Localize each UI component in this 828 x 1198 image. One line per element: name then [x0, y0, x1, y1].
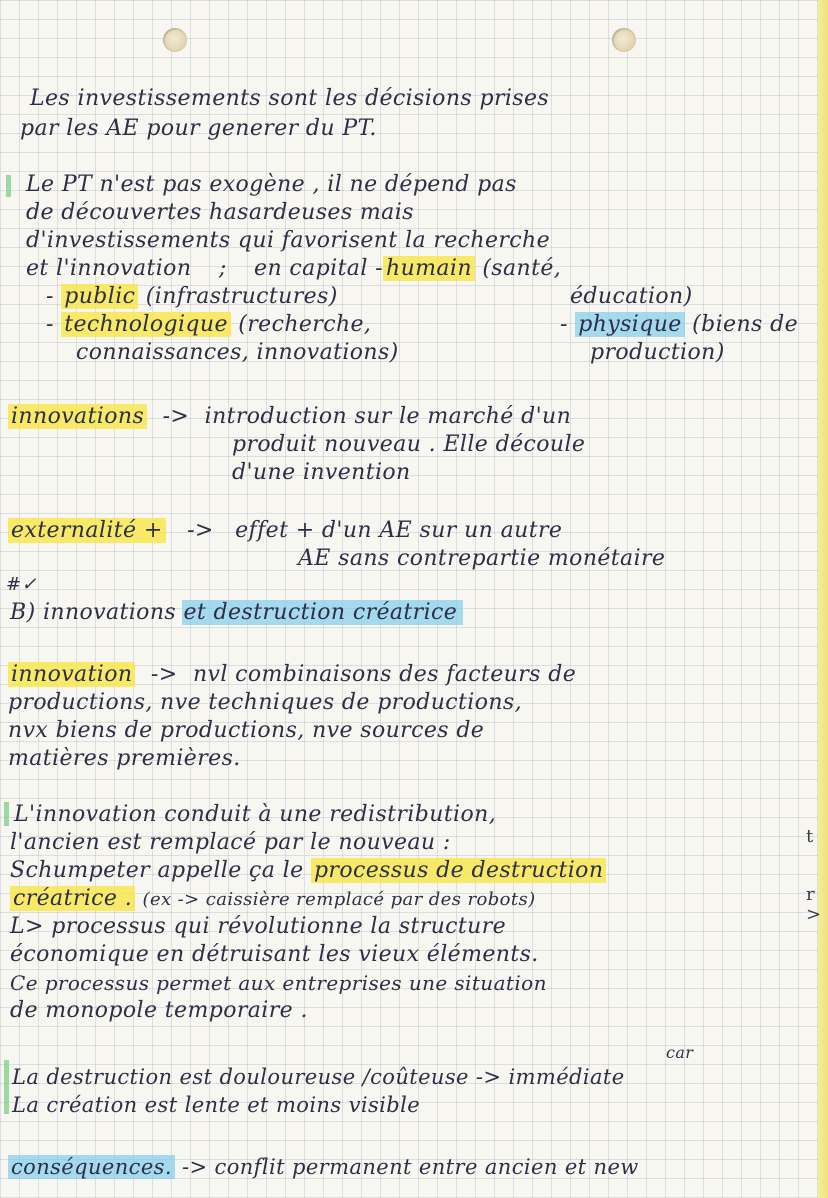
creatrice-highlight: créatrice .: [10, 886, 135, 911]
margin-mark-1: t: [806, 826, 814, 847]
pt-line-7: connaissances, innovations): [76, 340, 399, 365]
redistribution-line-3: [10, 858, 606, 884]
redistribution-line-2: l'ancien est remplacé par le nouveau :: [10, 830, 451, 855]
innovations-line-3: d'une invention: [232, 460, 411, 485]
pt-line-7-right: production): [590, 340, 725, 365]
redistribution-line-1: L'innovation conduit à une redistribution,: [14, 802, 497, 827]
binder-hole-right: [612, 28, 636, 52]
pt-line-6: [46, 312, 371, 338]
innovations-line-2: produit nouveau . Elle découle: [232, 432, 586, 457]
innovation-term-line: [8, 662, 576, 688]
binder-hole-left: [163, 28, 187, 52]
externalite-line-1: effet + d'un AE sur un autre: [235, 518, 563, 543]
pt-humain-highlight: humain: [383, 256, 475, 281]
section-b-heading: [10, 600, 463, 626]
destruction-line-1: La destruction est douloureuse /coûteuse -> immédiate: [12, 1065, 625, 1089]
intro-line-1: Les investissements sont les décisions prises: [30, 86, 550, 111]
pt-line-6-right: [560, 312, 798, 338]
pt-line-4-mid: en capital -: [254, 256, 383, 281]
innovation-line-4: matières premières.: [8, 746, 241, 771]
processus-destruction-highlight: processus de destruction: [311, 858, 606, 883]
margin-bar-destruction: [4, 1060, 9, 1114]
externalite-term-line: [8, 518, 562, 544]
page-edge-highlight: [818, 0, 828, 1198]
pt-line-4: [26, 256, 561, 282]
pt-line-6-right-dash: -: [560, 312, 576, 337]
consequences-term: conséquences.: [8, 1155, 175, 1179]
destruction-car-note: car: [666, 1043, 694, 1062]
pt-line-5-dash: -: [46, 284, 62, 309]
pt-line-4-sep: ;: [218, 256, 227, 281]
pt-line-1: Le PT n'est pas exogène , il ne dépend pas: [26, 172, 517, 197]
redistribution-line-4-rest: (ex -> caissière remplacé par des robots): [142, 889, 536, 910]
redistribution-line-5: L> processus qui révolutionne la structure: [10, 914, 507, 939]
consequences-line: [8, 1154, 639, 1180]
redistribution-line-8: de monopole temporaire .: [10, 998, 308, 1023]
pt-line-4-paren: (santé,: [482, 256, 562, 281]
externalite-check: #✓: [6, 574, 37, 595]
pt-line-5: [46, 284, 338, 310]
innovation-line-1: nvl combinaisons des facteurs de: [192, 662, 577, 687]
externalite-line-2: AE sans contrepartie monétaire: [298, 546, 666, 571]
innovations-term-line: [8, 404, 571, 430]
margin-bar-pt: [6, 175, 11, 197]
redistribution-line-3-start: Schumpeter appelle ça le: [10, 858, 304, 883]
pt-line-3: d'investissements qui favorisent la recherche: [26, 228, 551, 253]
margin-bar-redistribution: [4, 802, 9, 826]
pt-physique-highlight: physique: [575, 312, 684, 337]
pt-line-5-rest: (infrastructures): [145, 284, 338, 309]
section-b-heading-text: B) innovations et destruction créatrice: [10, 600, 463, 625]
pt-line-2: de découvertes hasardeuses mais: [26, 200, 414, 225]
margin-mark-2: r: [806, 884, 815, 905]
redistribution-line-4: [10, 886, 536, 913]
margin-mark-3: >: [806, 904, 822, 925]
pt-line-6-rest: (recherche,: [238, 312, 372, 337]
destruction-line-2: La création est lente et moins visible: [12, 1093, 421, 1117]
externalite-arrow: ->: [187, 518, 214, 543]
consequences-rest: -> conflit permanent entre ancien et new: [181, 1155, 639, 1179]
innovation-line-2: productions, nve techniques de productions,: [8, 690, 522, 715]
innovation-term: innovation: [8, 662, 135, 687]
pt-line-5-right: éducation): [570, 284, 693, 309]
pt-line-6-right-rest: (biens de: [692, 312, 799, 337]
redistribution-line-7: Ce processus permet aux entreprises une situation: [10, 971, 547, 995]
innovations-line-1: introduction sur le marché d'un: [204, 404, 572, 429]
innovations-term: innovations: [8, 404, 147, 429]
pt-line-6-dash: -: [46, 312, 62, 337]
pt-technologique-highlight: technologique: [61, 312, 231, 337]
redistribution-line-6: économique en détruisant les vieux éléments.: [10, 942, 539, 967]
innovation-line-3: nvx biens de productions, nve sources de: [8, 718, 485, 743]
innovation-arrow: ->: [150, 662, 178, 687]
innovations-arrow: ->: [162, 404, 190, 429]
pt-public-highlight: public: [61, 284, 138, 309]
pt-line-4-start: et l'innovation: [26, 256, 192, 281]
intro-line-2: par les AE pour generer du PT.: [20, 116, 377, 141]
externalite-term: externalité +: [8, 518, 166, 543]
